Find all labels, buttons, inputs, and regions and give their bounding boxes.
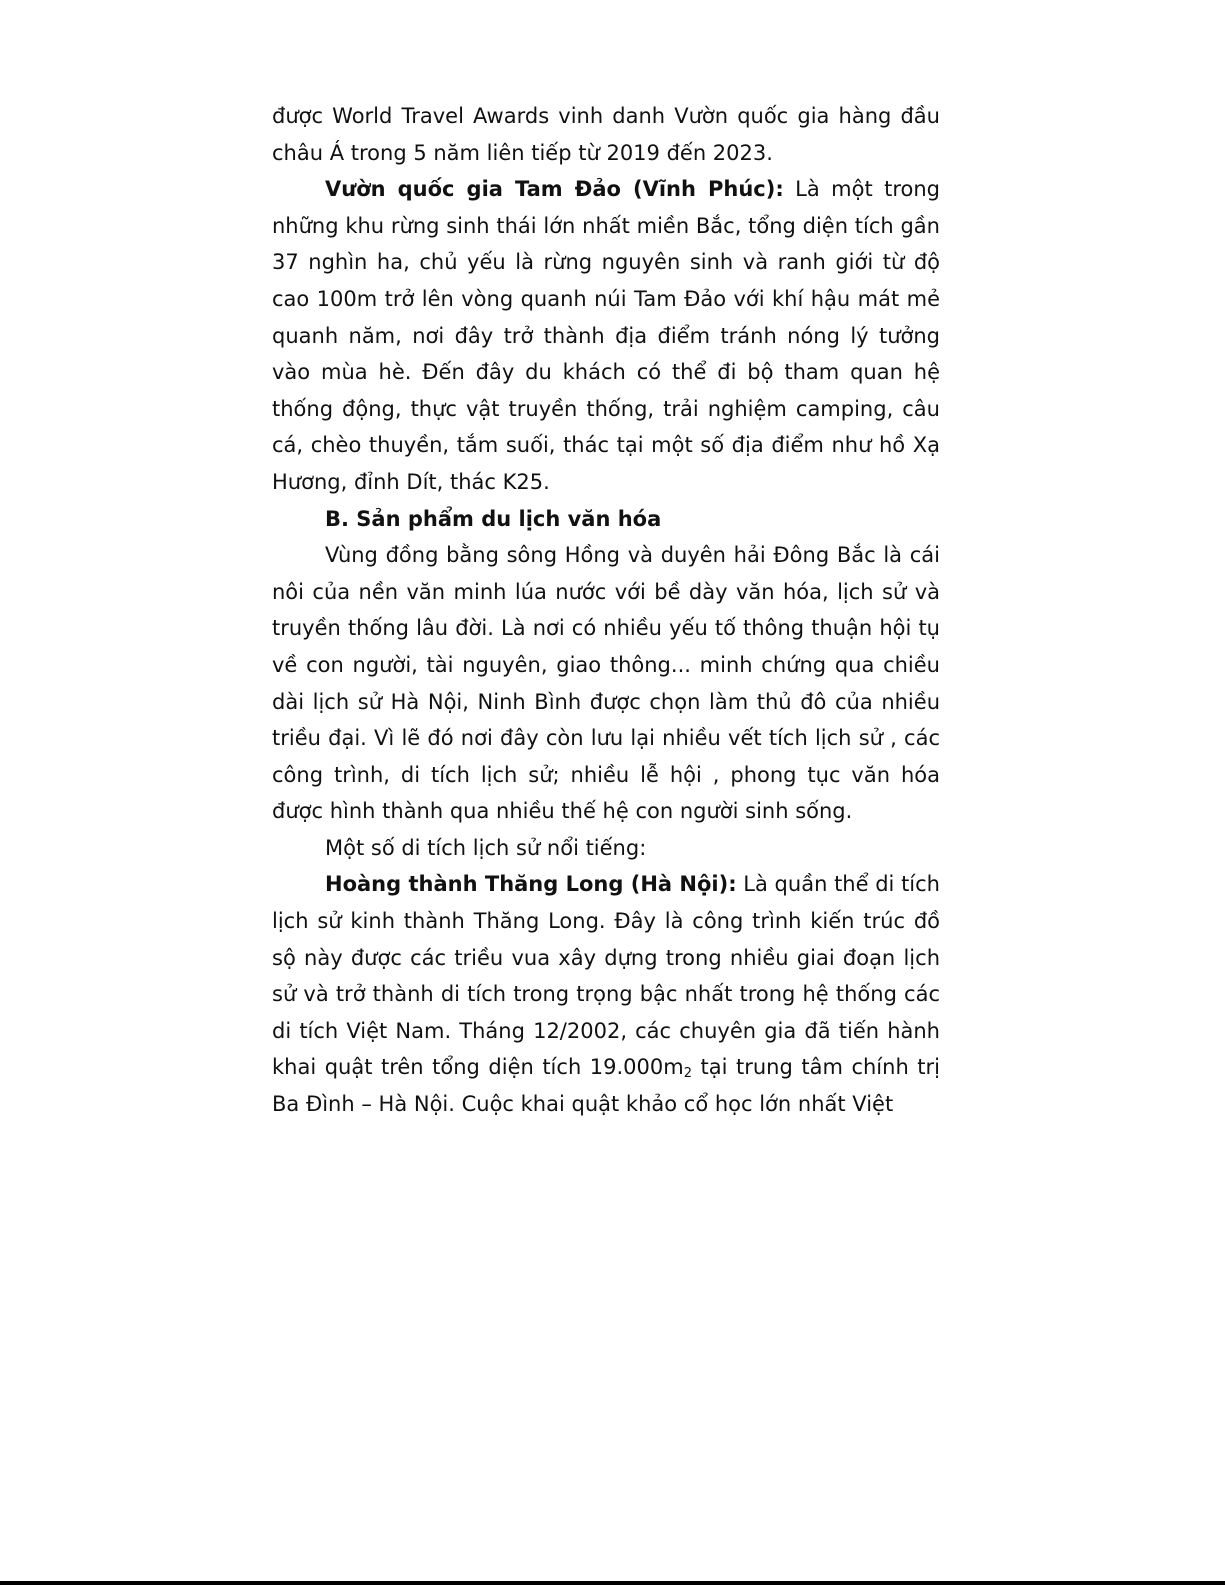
paragraph-text: Một số di tích lịch sử nổi tiếng:	[325, 835, 647, 860]
paragraph-cultural-intro	[272, 537, 940, 830]
paragraph-text: Là quần thể di tích lịch sử kinh thành Thăng Long. Đây là công trình kiến trúc đồ sộ này được các triều vua xây dựng trong nhiều giai đoạn lịch sử và trở thành di tích trong trọng bậc nhất trong hệ thống các di tích Việt Nam. Tháng 12/2002, các chuyên gia đã tiến hành khai quật trên tổng diện tích 19.000m	[272, 872, 940, 1080]
paragraph-text: Vùng đồng bằng sông Hồng và duyên hải Đông Bắc là cái nôi của nền văn minh lúa nước với bề dày văn hóa, lịch sử và truyền thống lâu đời. Là nơi có nhiều yếu tố thông thuận hội tụ về con người, tài nguyên, giao thông... minh chứng qua chiều dài lịch sử Hà Nội, Ninh Bình được chọn làm thủ đô của nhiều triều đại. Vì lẽ đó nơi đây còn lưu lại nhiều vết tích lịch sử , các công trình, di tích lịch sử; nhiều lễ hội , phong tục văn hóa được hình thành qua nhiều thế hệ con người sinh sống.	[272, 543, 940, 824]
paragraph-continuation	[272, 98, 940, 171]
paragraph-text: được World Travel Awards vinh danh Vườn quốc gia hàng đầu châu Á trong 5 năm liên tiếp từ 2019 đến 2023.	[272, 104, 940, 165]
document-body	[272, 98, 940, 1123]
paragraph-text: Là một trong những khu rừng sinh thái lớn nhất miền Bắc, tổng diện tích gần 37 nghìn ha, chủ yếu là rừng nguyên sinh và ranh giới từ độ cao 100m trở lên vòng quanh núi Tam Đảo với khí hậu mát mẻ quanh năm, nơi đây trở thành địa điểm tránh nóng lý tưởng vào mùa hè. Đến đây du khách có thể đi bộ tham quan hệ thống động, thực vật truyền thống, trải nghiệm camping, câu cá, chèo thuyền, tắm suối, thác tại một số địa điểm như hồ Xạ Hương, đỉnh Dít, thác K25.	[272, 177, 940, 494]
paragraph-hoang-thanh	[272, 866, 940, 1122]
section-heading: B. Sản phẩm du lịch văn hóa	[325, 506, 662, 531]
paragraph-text: tại trung tâm chính trị Ba Đình – Hà Nội. Cuộc khai quật khảo cổ học lớn nhất Việt	[272, 1055, 940, 1117]
paragraph-lead: Hoàng thành Thăng Long (Hà Nội):	[325, 872, 737, 897]
page-bottom-border	[0, 1581, 1225, 1585]
area-subscript: 2	[683, 1066, 692, 1082]
paragraph-list-intro	[272, 830, 940, 867]
paragraph-tam-dao	[272, 171, 940, 500]
paragraph-lead: Vườn quốc gia Tam Đảo (Vĩnh Phúc):	[325, 177, 784, 202]
